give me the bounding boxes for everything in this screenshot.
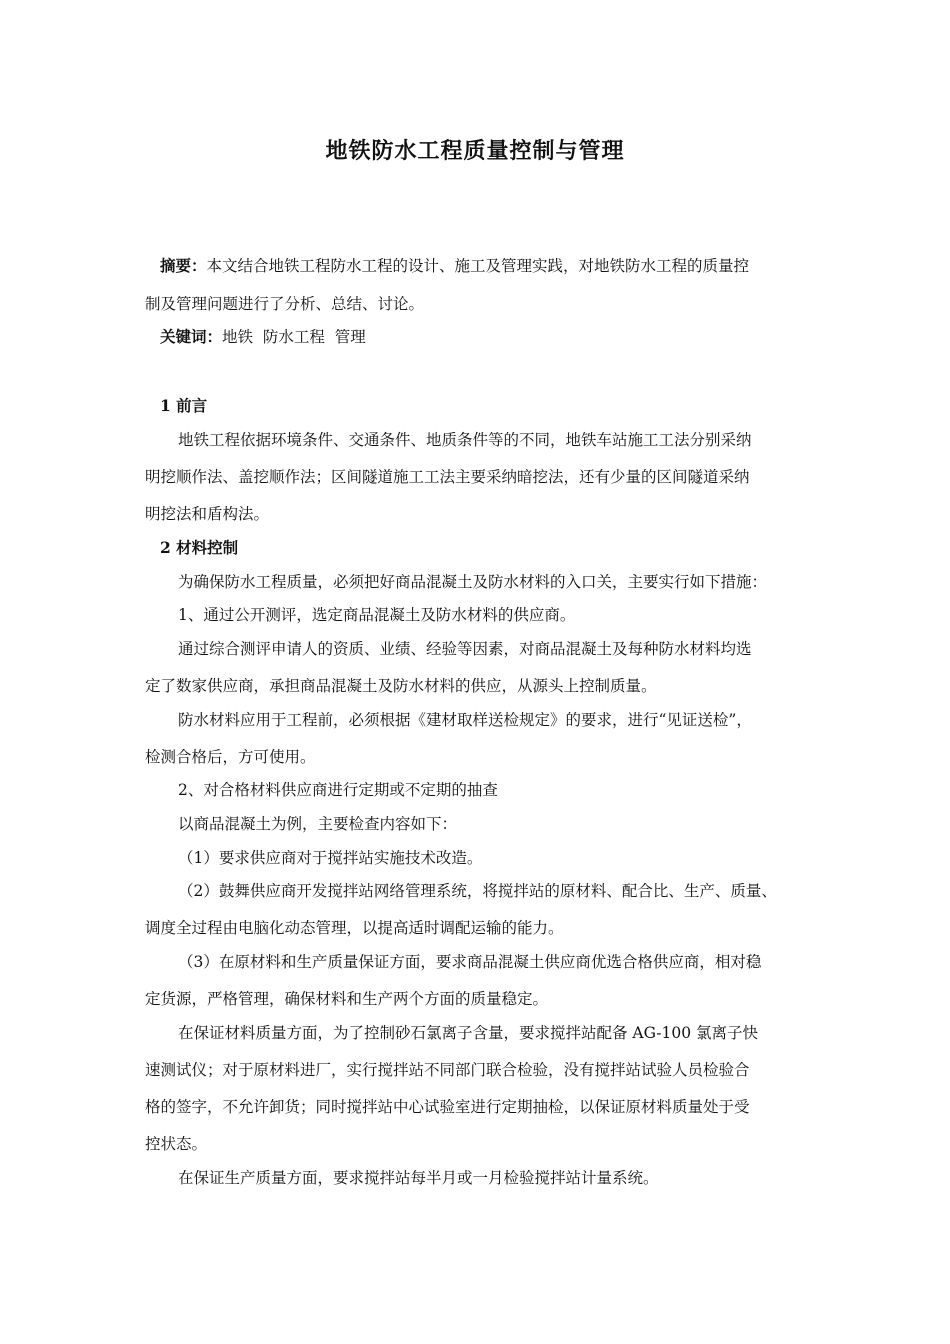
paragraph-line: 通过综合测评申请人的资质、业绩、经验等因素，对商品混凝土及每种防水材料均选 [178,640,752,658]
paragraph-line: 在保证生产质量方面，要求搅拌站每半月或一月检验搅拌站计量系统。 [178,1169,659,1187]
paragraph-line: 调度全过程由电脑化动态管理，以提高适时调配运输的能力。 [145,919,564,937]
paragraph-line: 速测试仪；对于原材料进厂，实行搅拌站不同部门联合检验，没有搅拌站试验人员检验合 [145,1061,750,1079]
page-title: 地铁防水工程质量控制与管理 [325,138,625,164]
section-2-heading: 2 材料控制 [160,538,239,557]
paragraph-line: 明挖顺作法、盖挖顺作法；区间隧道施工工法主要采纳暗挖法，还有少量的区间隧道采纳 [145,468,750,486]
abstract-text-1: 本文结合地铁工程防水工程的设计、施工及管理实践，对地铁防水工程的质量控 [206,257,750,275]
paragraph-line: 检测合格后，方可使用。 [145,748,316,766]
section-1-heading: 1 前言 [160,396,208,415]
keywords-label: 关键词： [160,327,223,346]
paragraph-line: 在保证材料质量方面，为了控制砂石氯离子含量，要求搅拌站配备 AG-100 氯离子快 [178,1024,759,1042]
paragraph-line: 1、通过公开测评，选定商品混凝土及防水材料的供应商。 [178,606,576,624]
paragraph-line: 明挖法和盾构法。 [145,505,270,523]
abstract-label: 摘要： [160,256,207,275]
paragraph-line: 为确保防水工程质量，必须把好商品混凝土及防水材料的入口关，主要实行如下措施： [178,573,768,591]
paragraph-line: 防水材料应用于工程前，必须根据《建材取样送检规定》的要求，进行“见证送检”， [178,711,752,729]
abstract-line-2: 制及管理问题进行了分析、总结、讨论。 [145,295,425,313]
paragraph-line: （3）在原材料和生产质量保证方面，要求商品混凝土供应商优选合格供应商，相对稳 [178,953,762,971]
paragraph-line: （1）要求供应商对于搅拌站实施技术改造。 [178,849,483,867]
keywords-text: 地铁 防水工程 管理 [222,328,366,346]
paragraph-line: 控状态。 [145,1135,208,1153]
paragraph-line: 地铁工程依据环境条件、交通条件、地质条件等的不同，地铁车站施工工法分别采纳 [178,431,752,449]
paragraph-line: 定了数家供应商，承担商品混凝土及防水材料的供应，从源头上控制质量。 [145,677,657,695]
paragraph-line: 格的签字，不允许卸货；同时搅拌站中心试验室进行定期抽检，以保证原材料质量处于受 [145,1098,750,1116]
paragraph-line: （2）鼓舞供应商开发搅拌站网络管理系统，将搅拌站的原材料、配合比、生产、质量、 [178,882,777,900]
paragraph-line: 2、对合格材料供应商进行定期或不定期的抽查 [178,781,498,799]
paragraph-line: 定货源，严格管理，确保材料和生产两个方面的质量稳定。 [145,990,549,1008]
abstract-line-1 [160,254,749,276]
keywords-line [160,325,366,347]
paragraph-line: 以商品混凝土为例，主要检查内容如下： [178,815,458,833]
